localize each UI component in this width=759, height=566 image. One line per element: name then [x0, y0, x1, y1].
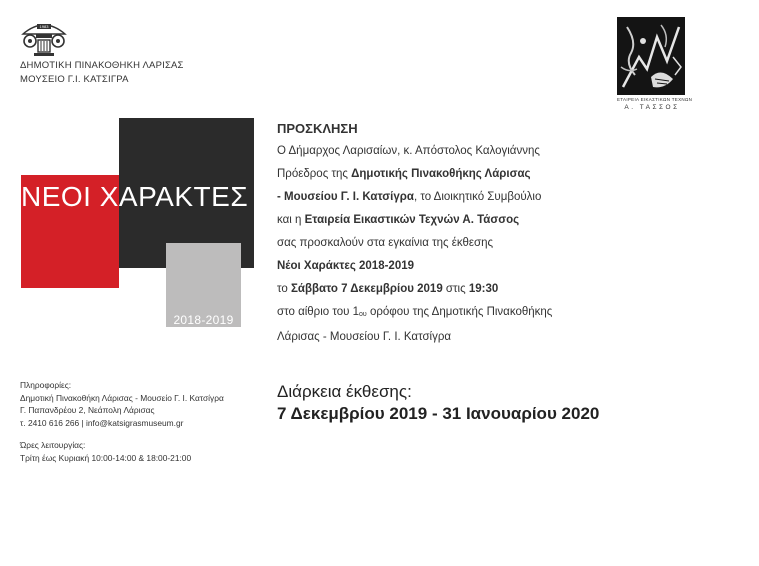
duration-label: Διάρκεια έκθεσης:	[277, 382, 412, 401]
info-organization: Δημοτική Πινακοθήκη Λάρισας - Μουσείο Γ. Ι. Κατσίγρα	[20, 392, 224, 403]
organization-line-1: ΔΗΜΟΤΙΚΗ ΠΙΝΑΚΟΘΗΚΗ ΛΑΡΙΣΑΣ	[20, 60, 184, 71]
venue-line-2: Λάρισας - Μουσείου Γ. Ι. Κατσίγρα	[277, 331, 452, 343]
invitation-line-5: σας προσκαλούν στα εγκαίνια της έκθεσης	[277, 237, 494, 249]
right-organization-line-1: ΕΤΑΙΡΕΙΑ ΕΙΚΑΣΤΙΚΩΝ ΤΕΧΝΩΝ	[617, 97, 693, 102]
engraving-icon	[617, 17, 685, 95]
exhibition-name: Νέοι Χαράκτες 2018-2019	[277, 260, 415, 272]
engraving-logo	[617, 17, 685, 95]
organization-name	[20, 59, 184, 87]
invitation-text	[277, 117, 552, 349]
artwork-title: ΝΕΟΙ ΧΑΡΑΚΤΕΣ	[21, 181, 249, 212]
contact-info	[20, 379, 224, 464]
venue-line-1: στο αίθριο του $1_{o\upsilon}$ ορόφου της Δημοτικής Πινακοθήκης	[277, 306, 553, 318]
exhibition-duration	[277, 381, 599, 425]
right-organization-line-2: Α. ΤΑΣΣΟΣ	[624, 104, 680, 111]
opening-date-line: το Σάββατο 7 Δεκεμβρίου 2019 στις 19:30	[277, 283, 499, 295]
gallery-logo-icon	[20, 14, 68, 58]
invitation-line-1: Ο Δήμαρχος Λαρισαίων, κ. Απόστολος Καλογιάννης	[277, 145, 540, 157]
invitation-heading: ΠΡΟΣΚΛΗΣΗ	[277, 121, 358, 136]
info-contact: τ. 2410 616 266 | info@katsigrasmuseum.gr	[20, 417, 184, 428]
invitation-line-4: και η Εταιρεία Εικαστικών Τεχνών Α. Τάσσος	[277, 214, 520, 226]
info-address: Γ. Παπανδρέου 2, Νεάπολη Λάρισας	[20, 405, 155, 415]
hours-value: Τρίτη έως Κυριακή 10:00-14:00 & 18:00-21:00	[20, 452, 192, 463]
duration-dates: 7 Δεκεμβρίου 2019 - 31 Ιανουαρίου 2020	[277, 404, 600, 423]
right-organization	[617, 97, 693, 111]
invitation-line-3: - Μουσείου Γ. Ι. Κατσίγρα, το Διοικητικό Συμβούλιο	[277, 191, 542, 203]
artwork-year: 2018-2019	[173, 313, 234, 327]
organization-line-2: ΜΟΥΣΕΙΟ Γ.Ι. ΚΑΤΣΙΓΡΑ	[20, 74, 129, 85]
hours-heading: Ώρες λειτουργίας:	[20, 440, 86, 450]
logo-year: 1983	[39, 24, 49, 29]
invitation-line-2: Πρόεδρος της Δημοτικής Πινακοθήκης Λάρισας	[277, 168, 531, 180]
info-heading: Πληροφορίες:	[20, 380, 72, 390]
